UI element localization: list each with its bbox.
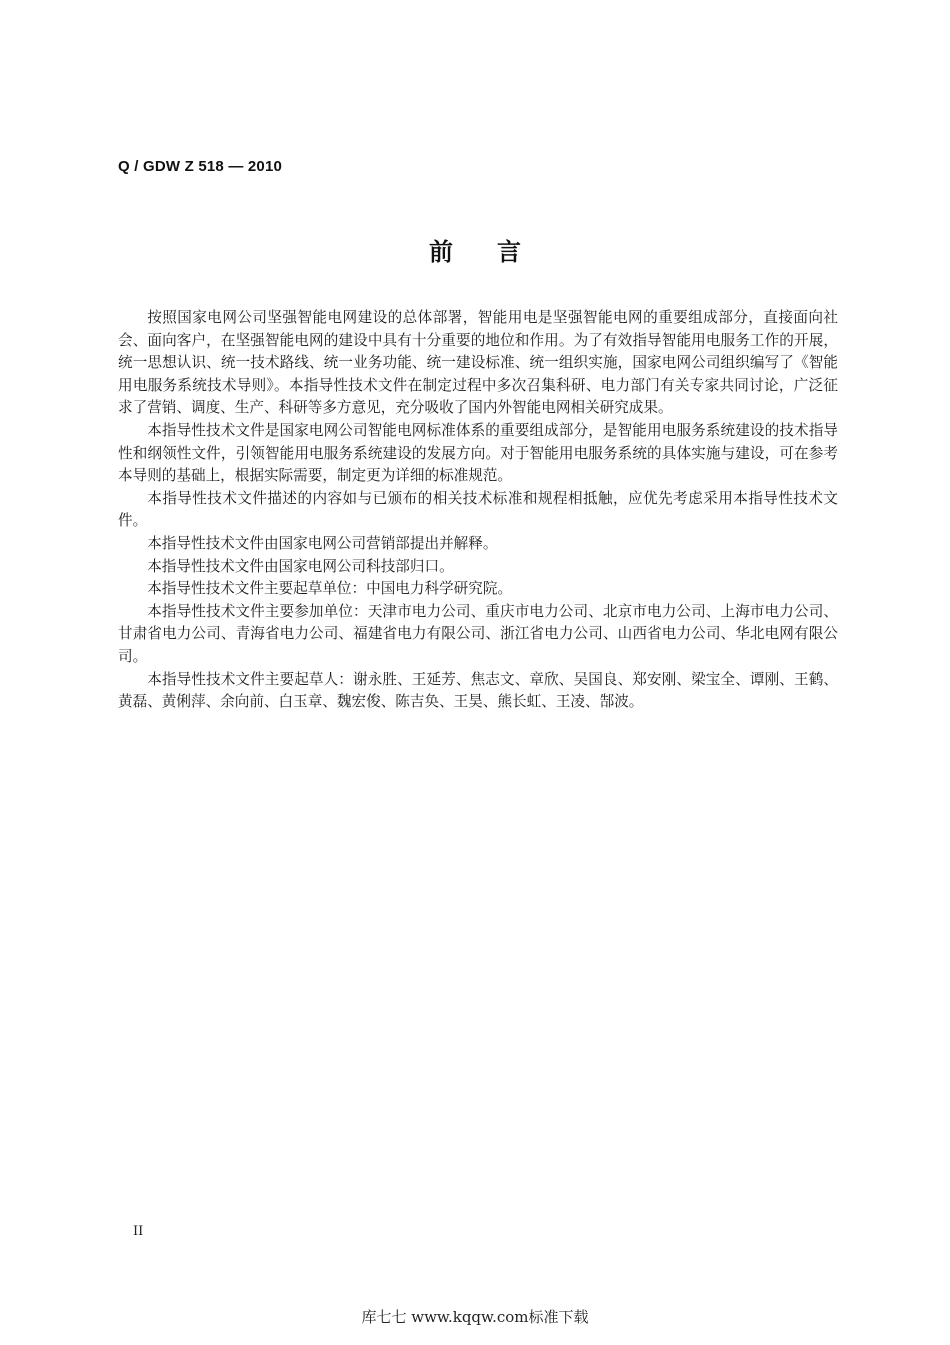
paragraph-administrator: 本指导性技术文件由国家电网公司科技部归口。 [147,557,454,575]
paragraph-participating-units: 本指导性技术文件主要参加单位：天津市电力公司、重庆市电力公司、北京市电力公司、上海市电力公司、甘肃省电力公司、青海省电力公司、福建省电力有限公司、浙江省电力公司、山西省电力公司、华北电网有限公司。 [118,602,838,665]
paragraph-background: 按照国家电网公司坚强智能电网建设的总体部署，智能用电是坚强智能电网的重要组成部分，直接面向社会、面向客户，在坚强智能电网的建设中具有十分重要的地位和作用。为了有效指导智能用电服务工作的开展，统一思想认识、统一技术路线、统一业务功能、统一建设标准、统一组织实施，国家电网公司组织编写了《智能用电服务系统技术导则》。本指导性技术文件在制定过程中多次召集科研、电力部门有关专家共同讨论，广泛征求了营销、调度、生产、科研等多方意见，充分吸收了国内外智能电网相关研究成果。 [118,309,838,417]
paragraph-purpose: 本指导性技术文件是国家电网公司智能电网标准体系的重要组成部分，是智能用电服务系统建设的技术指导性和纲领性文件，引领智能用电服务系统建设的发展方向。对于智能用电服务系统的具体实施与建设，可在参考本导则的基础上，根据实际需要，制定更为详细的标准规范。 [118,421,838,485]
document-code: Q / GDW Z 518 — 2010 [118,158,283,175]
page-title: 前言 [429,238,565,266]
paragraph-drafters: 本指导性技术文件主要起草人：谢永胜、王延芳、焦志文、章欣、吴国良、郑安刚、梁宝全、谭刚、王鹤、黄磊、黄俐萍、余向前、白玉章、魏宏俊、陈吉奂、王昊、熊长虹、王凌、郜波。 [118,670,838,711]
paragraph-drafting-unit: 本指导性技术文件主要起草单位：中国电力科学研究院。 [147,580,513,598]
foreword-body [118,307,838,714]
page-number: II [133,1224,144,1239]
download-watermark: 库七七 www.kqqw.com标准下载 [361,1308,589,1326]
paragraph-priority: 本指导性技术文件描述的内容如与已颁布的相关技术标准和规程相抵触，应优先考虑采用本指导性技术文件。 [118,489,838,530]
paragraph-proposer: 本指导性技术文件由国家电网公司营销部提出并解释。 [147,534,498,552]
